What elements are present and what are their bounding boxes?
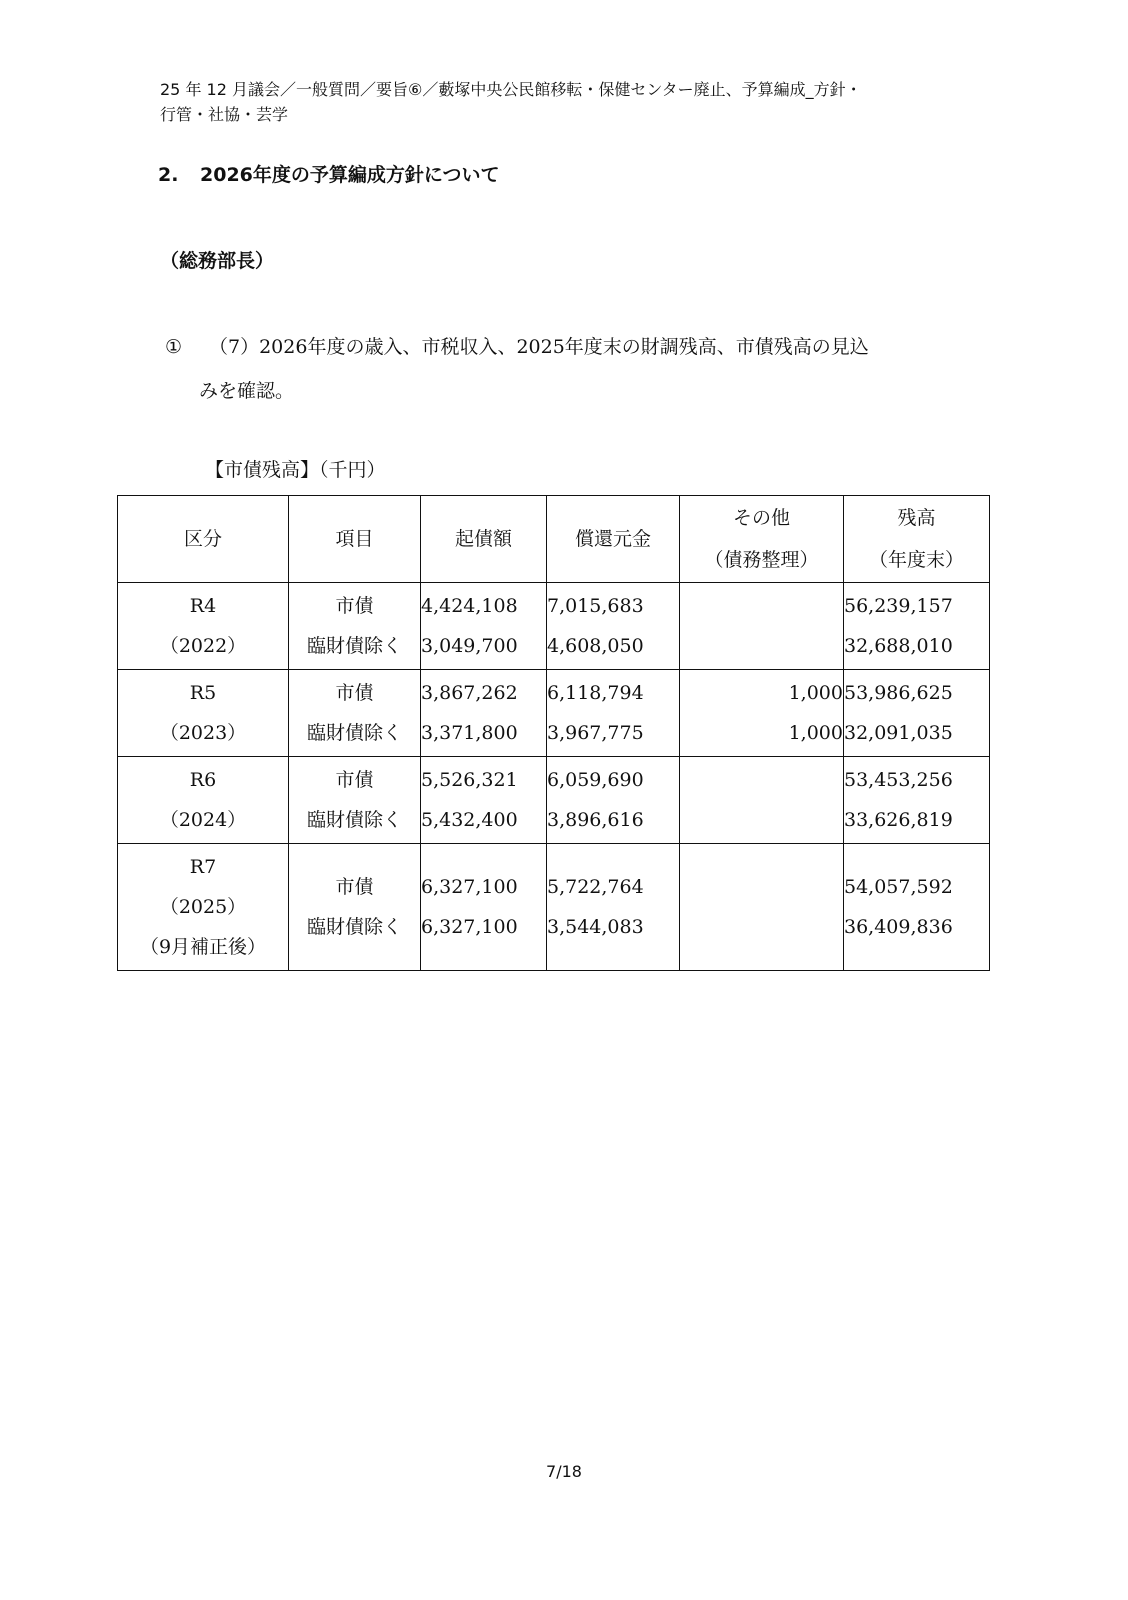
repaid-value: 3,967,775 (547, 722, 644, 744)
repaid-value: 6,059,690 (547, 769, 644, 791)
balance-value: 56,239,157 (844, 595, 953, 617)
other-cell (680, 583, 844, 670)
repaid-value: 4,608,050 (547, 635, 644, 657)
header-issued: 起債額 (421, 496, 547, 583)
item-label: 臨財債除く (306, 916, 402, 938)
issued-value: 5,432,400 (421, 809, 518, 831)
issued-value: 6,327,100 (421, 876, 518, 898)
issued-cell (421, 583, 547, 670)
header-balance-line2: （年度末） (868, 549, 964, 571)
other-cell (680, 757, 844, 844)
section-title (158, 160, 500, 187)
section-title-text: 2026年度の予算編成方針について (200, 164, 500, 186)
other-value (680, 586, 843, 626)
item-label: 市債 (335, 595, 374, 617)
issued-value: 3,049,700 (421, 635, 518, 657)
header-category: 区分 (118, 496, 289, 583)
balance-value: 32,688,010 (844, 635, 953, 657)
header-other (680, 496, 844, 583)
other-value: 1,000 (788, 722, 843, 744)
category-year: （2025） (159, 896, 247, 918)
repaid-value: 3,544,083 (547, 916, 644, 938)
other-value (680, 760, 843, 800)
balance-value: 33,626,819 (844, 809, 953, 831)
category-cell (118, 757, 289, 844)
table-header-row (118, 496, 990, 583)
question-marker: ① (165, 336, 183, 358)
repaid-cell (547, 583, 680, 670)
page-number: 7/18 (546, 1462, 582, 1481)
issued-value: 3,867,262 (421, 682, 518, 704)
section-number: 2. (158, 164, 179, 186)
category-year: （2024） (159, 809, 247, 831)
other-value (680, 907, 843, 947)
item-label: 市債 (335, 876, 374, 898)
header-balance (844, 496, 990, 583)
issued-value: 3,371,800 (421, 722, 518, 744)
header-other-line1: その他 (732, 507, 790, 529)
municipal-debt-table (117, 495, 990, 971)
header-item: 項目 (289, 496, 421, 583)
other-value (680, 867, 843, 907)
repaid-value: 7,015,683 (547, 595, 644, 617)
repaid-value: 5,722,764 (547, 876, 644, 898)
question-line-2: みを確認。 (199, 380, 295, 402)
issued-cell (421, 670, 547, 757)
item-label: 臨財債除く (306, 809, 402, 831)
table-row (118, 583, 990, 670)
repaid-cell (547, 844, 680, 971)
balance-value: 32,091,035 (844, 722, 953, 744)
header-line-1: 25 年 12 月議会／一般質問／要旨⑥／藪塚中央公民館移転・保健センター廃止、予算編成_方針・ (160, 80, 862, 99)
balance-value: 53,453,256 (844, 769, 953, 791)
issued-value: 5,526,321 (421, 769, 518, 791)
category-code: R4 (189, 595, 217, 617)
header-repaid: 償還元金 (547, 496, 680, 583)
other-value (680, 626, 843, 666)
question-line-1: （7）2026年度の歳入、市税収入、2025年度末の財調残高、市債残高の見込 (209, 336, 869, 358)
item-cell (289, 583, 421, 670)
repaid-cell (547, 757, 680, 844)
item-label: 臨財債除く (306, 635, 402, 657)
table-row (118, 670, 990, 757)
category-year: （2023） (159, 722, 247, 744)
balance-cell (844, 757, 990, 844)
category-note: （9月補正後） (139, 936, 267, 958)
balance-value: 36,409,836 (844, 916, 953, 938)
balance-value: 54,057,592 (844, 876, 953, 898)
header-line-2: 行管・社協・芸学 (160, 105, 289, 124)
repaid-value: 3,896,616 (547, 809, 644, 831)
item-cell (289, 844, 421, 971)
table-row (118, 844, 990, 971)
item-cell (289, 757, 421, 844)
speaker-label: （総務部長） (160, 250, 275, 272)
item-label: 市債 (335, 682, 374, 704)
balance-value: 53,986,625 (844, 682, 953, 704)
repaid-cell (547, 670, 680, 757)
category-code: R5 (189, 682, 217, 704)
other-value (680, 800, 843, 840)
category-cell (118, 844, 289, 971)
question-block (165, 325, 965, 413)
repaid-value: 6,118,794 (547, 682, 644, 704)
issued-cell (421, 757, 547, 844)
header-other-line2: （債務整理） (704, 549, 819, 571)
item-cell (289, 670, 421, 757)
item-label: 臨財債除く (306, 722, 402, 744)
issued-value: 6,327,100 (421, 916, 518, 938)
item-label: 市債 (335, 769, 374, 791)
table-caption: 【市債残高】（千円） (205, 459, 386, 481)
other-cell (680, 844, 844, 971)
category-cell (118, 670, 289, 757)
header-balance-line1: 残高 (897, 507, 936, 529)
balance-cell (844, 670, 990, 757)
issued-cell (421, 844, 547, 971)
category-year: （2022） (159, 635, 247, 657)
category-code: R6 (189, 769, 217, 791)
issued-value: 4,424,108 (421, 595, 518, 617)
category-cell (118, 583, 289, 670)
other-value: 1,000 (788, 682, 843, 704)
category-code: R7 (189, 856, 217, 878)
table-row (118, 757, 990, 844)
balance-cell (844, 583, 990, 670)
balance-cell (844, 844, 990, 971)
other-cell (680, 670, 844, 757)
